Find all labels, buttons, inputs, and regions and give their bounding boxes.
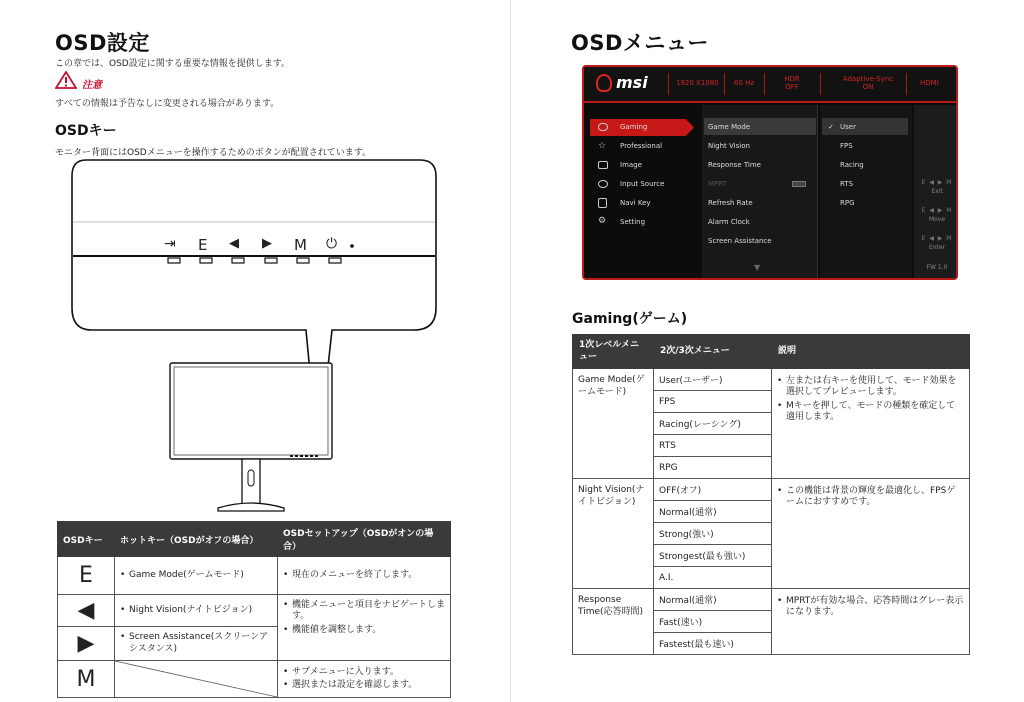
star-icon: ☆ [598,141,607,151]
divider [906,73,907,95]
osd-sub-refresh-rate[interactable]: Refresh Rate [708,199,753,207]
table-row [58,661,451,698]
table-header: OSDセットアップ（OSDがオンの場合） [278,522,451,557]
hotkey-cell-empty [115,661,278,698]
table-row [58,595,451,627]
description-cell [772,479,970,589]
msi-dragon-icon [596,74,612,92]
table-row [573,589,970,611]
osd-option-selection [822,118,908,135]
level1-cell: Game Mode(ゲームモード) [573,369,654,479]
level2-cell: RPG [654,457,772,479]
key-cell: ▶ [58,627,115,661]
level2-cell: RTS [654,435,772,457]
level1-cell: Night Vision(ナイトビジョン) [573,479,654,589]
level2-cell: Normal(通常) [654,589,772,611]
firmware-version: FW 1.0 [926,264,948,271]
input-source-icon [598,180,608,188]
level2-cell: Fastest(最も速い) [654,633,772,655]
input-source-icon[interactable]: ⇥ [164,236,176,252]
brand-text: msi [616,73,648,92]
osd-menu-professional[interactable]: Professional [620,142,663,150]
section-heading-osd-keys: OSDキー [55,123,117,139]
key-cell: E [58,557,115,595]
divider [668,73,669,95]
level1-cell: Response Time(応答時間) [573,589,654,655]
osd-menu-navi-key[interactable]: Navi Key [620,199,651,207]
nav-enter-label: Enter [928,244,946,251]
level2-cell: User(ユーザー) [654,369,772,391]
hdr-value: OFF [785,83,799,92]
mprt-toggle[interactable] [792,181,806,187]
divider [820,73,821,95]
osd-option-fps[interactable]: FPS [840,142,853,150]
gaming-table [572,334,970,655]
osd-option-rpg[interactable]: RPG [840,199,855,207]
table-header: OSDキー [58,522,115,557]
setup-cell [278,661,451,698]
osd-sub-alarm-clock[interactable]: Alarm Clock [708,218,750,226]
left-arrow-icon[interactable]: ◀ [229,236,239,251]
description-item: • Mキーを押して、モードの種類を確定して適用します。 [777,401,964,424]
level2-cell: Racing(レーシング) [654,413,772,435]
osd-sub-game-mode[interactable]: Game Mode [708,123,751,131]
gear-icon: ⚙ [598,216,607,226]
level2-cell: OFF(オフ) [654,479,772,501]
m-button[interactable]: M [294,236,307,254]
osd-menu-screenshot [582,65,958,280]
osd-menu-gaming[interactable]: Gaming [620,123,648,131]
hotkey-cell [115,557,278,595]
hdr-stat [780,75,804,92]
level2-cell: Strong(強い) [654,523,772,545]
resolution-stat: 1920 X1080 [676,79,719,87]
description-item: • MPRTが有効な場合、応答時間はグレー表示になります。 [777,596,964,619]
nav-move-label: Move [928,216,946,223]
hotkey-cell [115,627,278,661]
keys-intro-text: モニター背面にはOSDメニューを操作するためのボタンが配置されています。 [55,148,372,158]
level2-cell: A.I. [654,567,772,589]
description-cell [772,369,970,479]
osd-key-table [57,521,451,698]
setup-cell [278,595,451,661]
setup-item: • サブメニューに入ります。 [283,667,445,678]
table-header: ホットキー（OSDがオフの場合） [115,522,278,557]
check-icon: ✓ [828,123,834,131]
refresh-stat: 60 Hz [734,79,755,87]
hotkey-item: • Screen Assistance(スクリーンアシスタンス) [120,632,272,655]
nav-keys: E ◀ ▶ M [921,235,953,242]
caution-text: すべての情報は予告なしに変更される場合があります。 [55,99,280,109]
table-header: 2次/3次メニュー [654,335,772,369]
osd-menu-input-source[interactable]: Input Source [620,180,665,188]
osd-option-rts[interactable]: RTS [840,180,854,188]
divider [724,73,725,95]
level2-cell: Fast(速い) [654,611,772,633]
adaptive-sync-stat [840,75,896,92]
page-title: OSDメニュー [571,31,709,55]
page-divider [510,0,511,702]
warning-icon [55,71,77,89]
hotkey-item: • Game Mode(ゲームモード) [120,570,272,581]
setup-item: • 選択または設定を確認します。 [283,680,445,691]
intro-text: この章では、OSD設定に関する重要な情報を提供します。 [55,59,291,69]
table-row [573,369,970,391]
description-item: • 左または右キーを使用して、モード効果を選択してプレビューします。 [777,376,964,399]
osd-sub-mprt[interactable]: MPRT [708,180,727,188]
osd-menu-image[interactable]: Image [620,161,642,169]
divider [764,73,765,95]
gamepad-icon [598,123,608,131]
key-cell: ◀ [58,595,115,627]
setup-item: • 機能値を調整します。 [283,625,445,636]
osd-option-user[interactable]: User [840,123,856,131]
osd-main-menu [584,111,700,280]
setup-cell [278,557,451,595]
nav-keys: E ◀ ▶ M [921,179,953,186]
setup-item: • 現在のメニューを終了します。 [283,570,445,581]
hotkey-item: • Night Vision(ナイトビジョン) [120,605,272,616]
monitor-button-row [164,236,364,256]
input-stat: HDMI [920,79,939,87]
e-button[interactable]: E [198,236,208,254]
table-row [573,479,970,501]
osd-menu-setting[interactable]: Setting [620,218,646,226]
level2-cell: Strongest(最も強い) [654,545,772,567]
osd-option-racing[interactable]: Racing [840,161,864,169]
key-cell: M [58,661,115,698]
description-item: • この機能は背景の輝度を最適化し、FPSゲームにおすすめです。 [777,486,964,509]
nav-exit-label: Exit [931,188,943,195]
caution-label: 注意 [82,80,102,91]
table-header: 1次レベルメニュー [573,335,654,369]
level2-cell: Normal(通常) [654,501,772,523]
osd-sub-response-time[interactable]: Response Time [708,161,761,169]
right-arrow-icon[interactable]: ▶ [262,236,272,251]
table-header: 説明 [772,335,970,369]
adaptive-sync-label: Adaptive-Sync [842,75,894,83]
monitor-illustration [70,158,440,518]
diagonal-line [115,661,277,697]
osd-sub-screen-assistance[interactable]: Screen Assistance [708,237,772,245]
hotkey-cell [115,595,278,627]
osd-brand [596,73,648,92]
osd-status-bar [584,67,956,103]
nav-keys: E ◀ ▶ M [921,207,953,214]
image-icon [598,161,608,169]
hdr-label: HDR [784,75,800,83]
section-heading-gaming: Gaming(ゲーム) [572,311,688,327]
chevron-down-icon: ▼ [754,263,761,272]
setup-item: • 機能メニューと項目をナビゲートします。 [283,600,445,623]
navi-key-icon [598,198,607,208]
table-row [58,557,451,595]
osd-sub-night-vision[interactable]: Night Vision [708,142,750,150]
page-title: OSD設定 [55,31,150,55]
level2-cell: FPS [654,391,772,413]
adaptive-sync-value: ON [862,83,874,92]
description-cell [772,589,970,655]
power-icon[interactable]: ⏻ [326,236,338,252]
